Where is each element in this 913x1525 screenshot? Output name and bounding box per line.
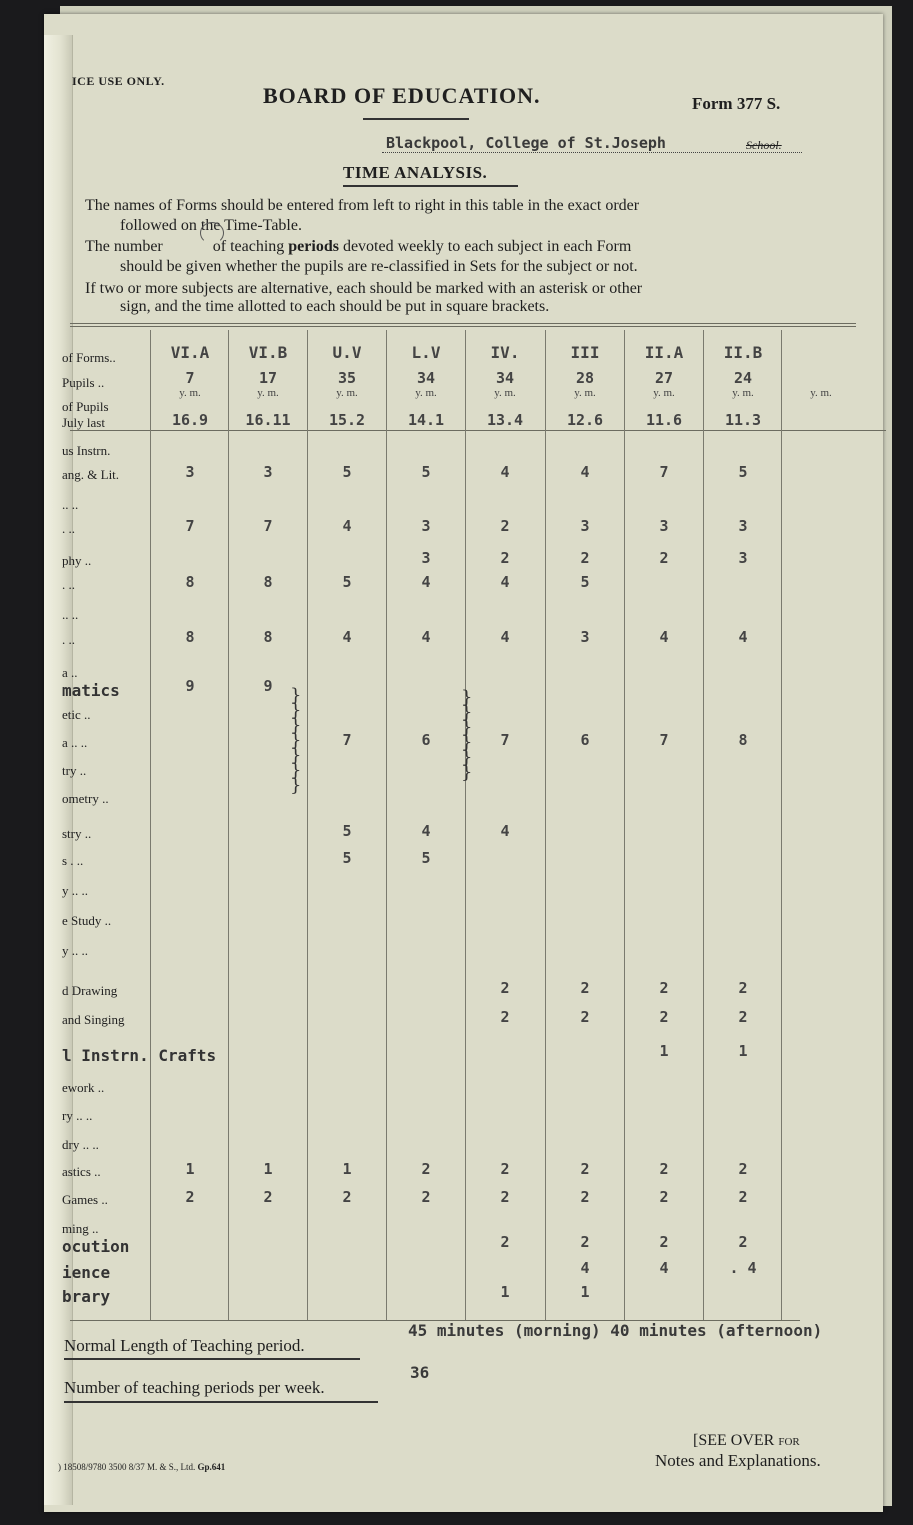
value-r29-c5: 4 <box>580 1259 590 1277</box>
value-r21-c7: 1 <box>738 1042 748 1060</box>
value-r1-c5: 4 <box>580 463 590 481</box>
value-r7-c5: 3 <box>580 628 590 646</box>
form-ym-4: y. m. <box>494 387 516 399</box>
value-r25-c6: 2 <box>659 1160 669 1178</box>
value-r4-c4: 2 <box>500 549 510 567</box>
value-r5-c1: 8 <box>263 573 273 591</box>
value-r20-c4: 2 <box>500 1008 510 1026</box>
board-title: BOARD OF EDUCATION. <box>263 83 541 108</box>
value-r25-c1: 1 <box>263 1160 273 1178</box>
value-r28-c4: 2 <box>500 1233 510 1251</box>
value-r19-c5: 2 <box>580 979 590 997</box>
form-name-2: U.V <box>332 343 362 362</box>
table-header-rule <box>70 430 886 431</box>
subject-label-20: and Singing <box>62 1012 125 1027</box>
punch-hole-mark <box>200 222 224 244</box>
row-label-age-a: of Pupils <box>62 399 109 414</box>
value-r1-c3: 5 <box>421 463 431 481</box>
value-r7-c3: 4 <box>421 628 431 646</box>
value-r3-c4: 2 <box>500 517 510 535</box>
value-r1-c1: 3 <box>263 463 273 481</box>
subject-label-9: matics <box>62 681 120 700</box>
form-age-0: 16.9 <box>171 411 209 429</box>
value-r25-c0: 1 <box>185 1160 195 1178</box>
value-r26-c5: 2 <box>580 1188 590 1206</box>
board-title-underline <box>363 118 469 120</box>
normal-length-label: Normal Length of Teaching period. <box>64 1336 305 1355</box>
subject-label-22: ework .. <box>62 1080 105 1095</box>
col-divider-1 <box>228 330 229 1320</box>
value-r20-c6: 2 <box>659 1008 669 1026</box>
subject-label-4: phy .. <box>62 553 92 568</box>
table-top-rule <box>70 323 856 324</box>
notes-explanations: Notes and Explanations. <box>655 1451 821 1470</box>
value-r5-c4: 4 <box>500 573 510 591</box>
value-r29-c6: 4 <box>659 1259 669 1277</box>
value-r29-c7: . 4 <box>729 1259 757 1277</box>
value-r4-c3: 3 <box>421 549 431 567</box>
form-pupils-7: 24 <box>733 369 753 387</box>
form-ym-6: y. m. <box>653 387 675 399</box>
form-age-5: 12.6 <box>566 411 604 429</box>
subject-label-27: ming .. <box>62 1221 99 1236</box>
value-r3-c6: 3 <box>659 517 669 535</box>
value-r7-c4: 4 <box>500 628 510 646</box>
value-r1-c6: 7 <box>659 463 669 481</box>
value-r21-c6: 1 <box>659 1042 669 1060</box>
subject-label-26: Games .. <box>62 1192 108 1207</box>
see-over-note: [SEE OVER for <box>693 1432 800 1449</box>
subject-label-7: . .. <box>62 632 75 647</box>
instruction-line-6: sign, and the time allotted to each should be put in square brackets. <box>120 298 550 315</box>
form-age-7: 11.3 <box>724 411 762 429</box>
subject-label-14: stry .. <box>62 826 92 841</box>
col-divider-7 <box>703 330 704 1320</box>
periods-underline <box>64 1401 378 1403</box>
time-analysis-underline <box>343 185 518 187</box>
form-pupils-5: 28 <box>575 369 595 387</box>
brace-group-vib: } } } } } } } <box>290 685 302 796</box>
form-ym-2: y. m. <box>336 387 358 399</box>
subject-label-3: . .. <box>62 521 75 536</box>
value-r30-c5: 1 <box>580 1283 590 1301</box>
subject-label-29: ience <box>62 1263 111 1282</box>
value-r26-c1: 2 <box>263 1188 273 1206</box>
value-r28-c7: 2 <box>738 1233 748 1251</box>
value-r26-c4: 2 <box>500 1188 510 1206</box>
value-r3-c3: 3 <box>421 517 431 535</box>
col-divider-3 <box>386 330 387 1320</box>
normal-length-underline <box>64 1358 360 1360</box>
form-age-6: 11.6 <box>645 411 683 429</box>
value-r7-c2: 4 <box>342 628 352 646</box>
value-r11-c3: 6 <box>421 731 431 749</box>
value-r1-c7: 5 <box>738 463 748 481</box>
value-r26-c0: 2 <box>185 1188 195 1206</box>
value-r19-c6: 2 <box>659 979 669 997</box>
value-r9-c0: 9 <box>185 677 195 695</box>
form-pupils-0: 7 <box>185 369 195 387</box>
value-r3-c1: 7 <box>263 517 273 535</box>
value-r26-c2: 2 <box>342 1188 352 1206</box>
print-code <box>58 1462 225 1472</box>
periods-bold-word: periods <box>288 238 339 255</box>
subject-label-10: etic .. <box>62 707 91 722</box>
subject-label-25: astics .. <box>62 1164 101 1179</box>
subject-label-8: a .. <box>62 665 78 680</box>
form-ym-0: y. m. <box>179 387 201 399</box>
value-r9-c1: 9 <box>263 677 273 695</box>
print-code-bold: Gp.641 <box>197 1462 226 1472</box>
value-r14-c3: 4 <box>421 822 431 840</box>
school-struck-word: School. <box>746 138 782 152</box>
form-name-4: IV. <box>490 343 520 362</box>
form-ym-3: y. m. <box>415 387 437 399</box>
value-r30-c4: 1 <box>500 1283 510 1301</box>
form-name-3: L.V <box>411 343 441 362</box>
value-r28-c5: 2 <box>580 1233 590 1251</box>
value-r5-c2: 5 <box>342 573 352 591</box>
form-ym-1: y. m. <box>257 387 279 399</box>
subject-label-18: y .. .. <box>62 943 88 958</box>
instruction-line-4: should be given whether the pupils are re-classified in Sets for the subject or not. <box>120 258 638 275</box>
value-r19-c4: 2 <box>500 979 510 997</box>
value-r3-c7: 3 <box>738 517 748 535</box>
subject-label-21: l Instrn. Crafts <box>62 1046 217 1065</box>
office-use-label: ICE USE ONLY. <box>72 74 165 88</box>
value-r7-c1: 8 <box>263 628 273 646</box>
value-r3-c2: 4 <box>342 517 352 535</box>
subject-label-15: s . .. <box>62 853 84 868</box>
form-name-0: VI.A <box>170 343 210 362</box>
table-top-rule-2 <box>70 326 856 327</box>
subject-label-30: brary <box>62 1287 111 1306</box>
subject-label-23: ry .. .. <box>62 1108 93 1123</box>
normal-length-value: 45 minutes (morning) 40 minutes (afternoon) <box>408 1321 823 1340</box>
value-r7-c7: 4 <box>738 628 748 646</box>
instruction-line-5: If two or more subjects are alternative, each should be marked with an asterisk or other <box>85 280 643 297</box>
print-code-text: ) 18508/9780 3500 8/37 M. & S., Ltd. <box>58 1462 196 1472</box>
brace-group-lv: } } } } } } <box>461 687 473 783</box>
value-r20-c5: 2 <box>580 1008 590 1026</box>
col-divider-0 <box>150 330 151 1320</box>
form-ym-7: y. m. <box>732 387 754 399</box>
value-r28-c6: 2 <box>659 1233 669 1251</box>
col-divider-6 <box>624 330 625 1320</box>
value-r25-c2: 1 <box>342 1160 352 1178</box>
form-age-4: 13.4 <box>486 411 524 429</box>
value-r26-c7: 2 <box>738 1188 748 1206</box>
form-pupils-2: 35 <box>337 369 357 387</box>
form-pupils-1: 17 <box>258 369 278 387</box>
subject-label-0: us Instrn. <box>62 443 111 458</box>
value-r1-c4: 4 <box>500 463 510 481</box>
value-r5-c0: 8 <box>185 573 195 591</box>
instruction-line-3: The number of teaching periods devoted weekly to each subject in each Form <box>85 238 632 255</box>
value-r4-c7: 3 <box>738 549 748 567</box>
subject-label-19: d Drawing <box>62 983 118 998</box>
subject-label-12: try .. <box>62 763 87 778</box>
form-pupils-3: 34 <box>416 369 436 387</box>
instruction-line-2: followed on the Time-Table. <box>120 217 302 234</box>
value-r3-c0: 7 <box>185 517 195 535</box>
form-pupils-6: 27 <box>654 369 674 387</box>
value-r14-c2: 5 <box>342 822 352 840</box>
form-age-2: 15.2 <box>328 411 366 429</box>
subject-label-6: .. .. <box>62 607 79 622</box>
value-r5-c5: 5 <box>580 573 590 591</box>
subject-label-17: e Study .. <box>62 913 112 928</box>
value-r26-c6: 2 <box>659 1188 669 1206</box>
col-divider-8 <box>781 330 782 1320</box>
value-r15-c3: 5 <box>421 849 431 867</box>
subject-label-1: ang. & Lit. <box>62 467 120 482</box>
value-r25-c3: 2 <box>421 1160 431 1178</box>
instruction-line-1: The names of Forms should be entered from left to right in this table in the exact order <box>85 197 640 214</box>
value-r11-c7: 8 <box>738 731 748 749</box>
subject-label-16: y .. .. <box>62 883 88 898</box>
subject-label-24: dry .. .. <box>62 1137 99 1152</box>
form-name-6: II.A <box>644 343 684 362</box>
subject-label-28: ocution <box>62 1237 130 1256</box>
value-r11-c4: 7 <box>500 731 510 749</box>
value-r19-c7: 2 <box>738 979 748 997</box>
time-analysis-title: TIME ANALYSIS. <box>343 163 488 182</box>
school-underline <box>382 152 802 153</box>
form-age-1: 16.11 <box>245 411 291 429</box>
value-r25-c7: 2 <box>738 1160 748 1178</box>
subject-label-2: .. .. <box>62 497 79 512</box>
value-r25-c5: 2 <box>580 1160 590 1178</box>
value-r25-c4: 2 <box>500 1160 510 1178</box>
form-name-5: III <box>570 343 600 362</box>
col-divider-2 <box>307 330 308 1320</box>
value-r1-c2: 5 <box>342 463 352 481</box>
school-name: Blackpool, College of St.Joseph <box>386 134 666 152</box>
form-ym-blank: y. m. <box>810 387 832 399</box>
row-label-pupils: Pupils .. <box>62 375 105 390</box>
value-r11-c2: 7 <box>342 731 352 749</box>
value-r3-c5: 3 <box>580 517 590 535</box>
form-age-3: 14.1 <box>407 411 445 429</box>
subject-label-13: ometry .. <box>62 791 109 806</box>
value-r4-c6: 2 <box>659 549 669 567</box>
form-ym-5: y. m. <box>574 387 596 399</box>
row-label-forms: of Forms.. <box>62 350 116 365</box>
subject-label-11: a .. .. <box>62 735 88 750</box>
value-r4-c5: 2 <box>580 549 590 567</box>
value-r7-c6: 4 <box>659 628 669 646</box>
value-r1-c0: 3 <box>185 463 195 481</box>
col-divider-5 <box>545 330 546 1320</box>
form-pupils-4: 34 <box>495 369 515 387</box>
value-r7-c0: 8 <box>185 628 195 646</box>
form-name-1: VI.B <box>248 343 288 362</box>
value-r15-c2: 5 <box>342 849 352 867</box>
value-r11-c6: 7 <box>659 731 669 749</box>
periods-per-week-value: 36 <box>410 1363 430 1382</box>
row-label-age-b: July last <box>62 415 105 430</box>
periods-per-week-label: Number of teaching periods per week. <box>64 1378 325 1397</box>
form-number: Form 377 S. <box>692 94 781 113</box>
form-name-7: II.B <box>723 343 763 362</box>
subject-label-5: . .. <box>62 577 75 592</box>
value-r11-c5: 6 <box>580 731 590 749</box>
value-r5-c3: 4 <box>421 573 431 591</box>
col-divider-4 <box>465 330 466 1320</box>
value-r26-c3: 2 <box>421 1188 431 1206</box>
value-r14-c4: 4 <box>500 822 510 840</box>
value-r20-c7: 2 <box>738 1008 748 1026</box>
